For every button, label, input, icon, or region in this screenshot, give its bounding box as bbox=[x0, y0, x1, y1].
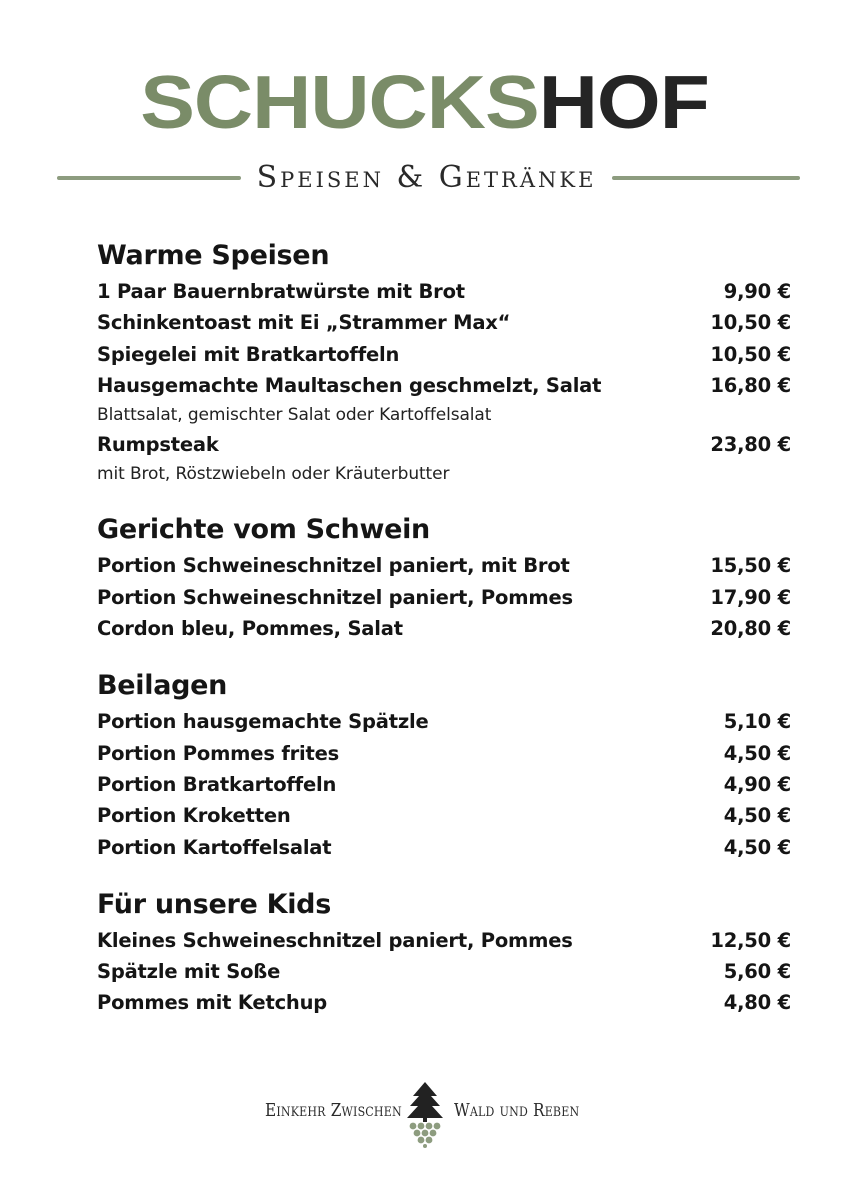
section-title: Beilagen bbox=[97, 670, 228, 702]
item-name: Kleines Schweineschnitzel paniert, Pommes bbox=[97, 928, 573, 952]
section-title: Warme Speisen bbox=[97, 240, 330, 271]
footer bbox=[0, 1080, 849, 1150]
item-name: Portion Bratkartoffeln bbox=[97, 772, 337, 796]
menu-item bbox=[97, 276, 791, 307]
menu-item bbox=[97, 613, 791, 644]
menu-item bbox=[97, 339, 791, 370]
item-price: 4,50 € bbox=[723, 835, 791, 859]
menu-list bbox=[97, 236, 791, 1041]
menu-section bbox=[97, 885, 791, 1019]
item-price: 5,10 € bbox=[723, 710, 791, 734]
item-name: Spätzle mit Soße bbox=[97, 960, 281, 984]
menu-item bbox=[97, 800, 791, 831]
item-price: 16,80 € bbox=[710, 373, 791, 397]
menu-item bbox=[97, 429, 791, 460]
item-price: 9,90 € bbox=[723, 280, 791, 303]
divider-right bbox=[612, 176, 800, 180]
item-name: 1 Paar Bauernbratwürste mit Brot bbox=[97, 280, 465, 303]
menu-item bbox=[97, 956, 791, 987]
subtitle-row bbox=[0, 156, 849, 200]
menu-item bbox=[97, 550, 791, 581]
item-name: Spiegelei mit Bratkartoffeln bbox=[97, 342, 400, 366]
menu-item bbox=[97, 582, 791, 613]
section-title: Gerichte vom Schwein bbox=[97, 514, 430, 546]
item-price: 23,80 € bbox=[710, 433, 791, 457]
item-name: Portion Pommes frites bbox=[97, 741, 340, 765]
menu-section bbox=[97, 236, 791, 488]
item-price: 4,90 € bbox=[723, 772, 791, 796]
menu-item bbox=[97, 307, 791, 338]
item-name: Portion Schweineschnitzel paniert, mit Brot bbox=[97, 554, 570, 578]
divider-left bbox=[57, 176, 241, 180]
footer-slogan-left: Einkehr Zwischen bbox=[265, 1100, 402, 1121]
item-name: Portion Schweineschnitzel paniert, Pommes bbox=[97, 585, 573, 609]
tree-grapes-icon bbox=[405, 1080, 445, 1148]
logo bbox=[0, 60, 849, 145]
item-description: Blattsalat, gemischter Salat oder Kartoffelsalat bbox=[97, 405, 492, 426]
item-price: 17,90 € bbox=[710, 585, 791, 609]
item-price: 12,50 € bbox=[710, 928, 791, 952]
item-name: Hausgemachte Maultaschen geschmelzt, Salat bbox=[97, 373, 602, 397]
item-price: 10,50 € bbox=[710, 342, 791, 366]
item-name: Rumpsteak bbox=[97, 433, 219, 457]
item-name: Pommes mit Ketchup bbox=[97, 991, 328, 1015]
item-price: 5,60 € bbox=[723, 960, 791, 984]
item-price: 20,80 € bbox=[710, 617, 791, 641]
menu-item bbox=[97, 738, 791, 769]
footer-slogan-right: Wald und Reben bbox=[454, 1100, 580, 1121]
item-price: 4,80 € bbox=[723, 991, 791, 1015]
item-name: Portion Kartoffelsalat bbox=[97, 835, 332, 859]
menu-item bbox=[97, 832, 791, 863]
menu-item bbox=[97, 925, 791, 956]
menu-item bbox=[97, 370, 791, 401]
logo-text-green: SCHUCKS bbox=[140, 60, 539, 145]
item-price: 4,50 € bbox=[723, 804, 791, 828]
item-price: 4,50 € bbox=[723, 741, 791, 765]
menu-item bbox=[97, 706, 791, 737]
logo-text-dark: HOF bbox=[538, 60, 709, 145]
menu-section bbox=[97, 510, 791, 644]
section-title: Für unsere Kids bbox=[97, 888, 331, 920]
item-name: Schinkentoast mit Ei „Strammer Max“ bbox=[97, 311, 511, 335]
item-name: Cordon bleu, Pommes, Salat bbox=[97, 617, 403, 641]
item-price: 15,50 € bbox=[710, 554, 791, 578]
item-name: Portion Kroketten bbox=[97, 804, 291, 828]
item-name: Portion hausgemachte Spätzle bbox=[97, 710, 429, 734]
page-subtitle: Speisen & Getränke bbox=[256, 160, 597, 195]
menu-item bbox=[97, 987, 791, 1018]
item-description: mit Brot, Röstzwiebeln oder Kräuterbutter bbox=[97, 464, 450, 485]
item-price: 10,50 € bbox=[710, 311, 791, 335]
menu-item bbox=[97, 769, 791, 800]
menu-section bbox=[97, 666, 791, 862]
